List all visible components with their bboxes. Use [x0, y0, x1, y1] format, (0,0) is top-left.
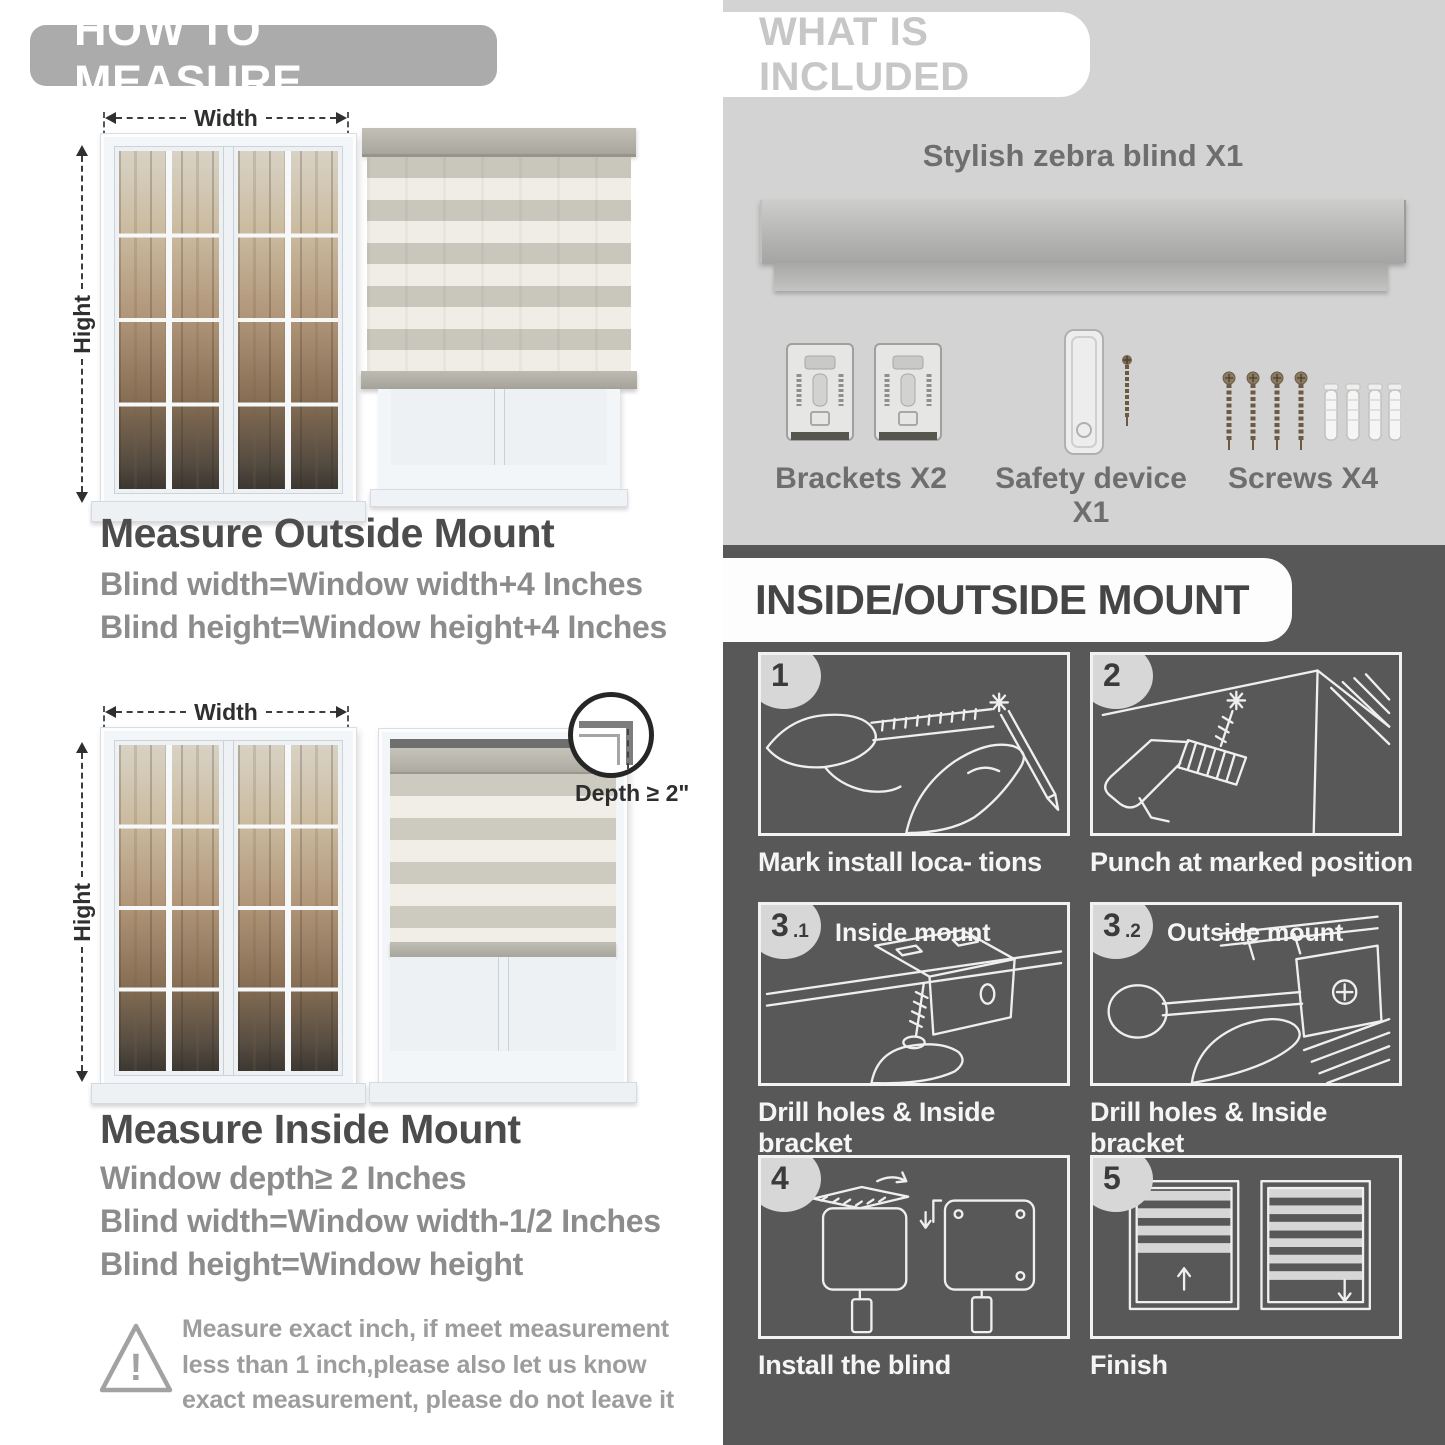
step-panel-3-1: [758, 902, 1070, 1086]
exclamation-triangle-icon: [96, 1316, 176, 1400]
step-caption-3-2: Drill holes & Inside bracket: [1090, 1097, 1328, 1158]
arrow-down-icon: [76, 1071, 88, 1082]
window-sill: [369, 1082, 637, 1103]
arrow-down-icon: [76, 492, 88, 503]
window-glass: [390, 957, 616, 1051]
window-mullion: [223, 147, 234, 493]
product-label: Stylish zebra blind X1: [922, 138, 1244, 173]
dashed-line: [81, 359, 83, 492]
step-caption-2: Punch at marked position: [1090, 847, 1413, 877]
included-title: WHAT IS INCLUDED: [759, 9, 970, 99]
blind-headrail-lip: [774, 263, 1388, 291]
step-caption-3-1: Drill holes & Inside bracket: [758, 1097, 996, 1158]
window-pane: [119, 151, 219, 489]
outside-mount-rule-2: Blind height=Window height+4 Inches: [100, 609, 668, 645]
height-label: Hight: [68, 294, 95, 354]
step-panel-4: [758, 1155, 1070, 1339]
step-caption-4: Install the blind: [758, 1350, 951, 1380]
window-pane: [513, 961, 613, 1047]
width-dimension-outside: [103, 106, 349, 130]
included-section: [723, 0, 1445, 545]
step-number: 3: [1103, 907, 1121, 943]
window-pane: [509, 393, 604, 461]
step-panel-1: [758, 652, 1070, 836]
arrow-right-icon: [336, 706, 347, 718]
arrow-up-icon: [76, 742, 88, 753]
window-pane: [394, 961, 494, 1047]
window-mullion: [494, 389, 505, 465]
inside-mount-rule-2: Blind width=Window width-1/2 Inches: [100, 1203, 661, 1239]
brackets-icon: [785, 336, 945, 454]
outside-mount-label: Outside mount: [1167, 919, 1344, 947]
window-frame: [100, 727, 357, 1087]
step-number: 5: [1103, 1160, 1121, 1196]
height-dimension-inside: [70, 742, 94, 1082]
mount-section: [723, 545, 1445, 1445]
blind-headrail-product: [760, 200, 1406, 263]
window-pane: [238, 151, 338, 489]
inside-mount-title: Measure Inside Mount: [100, 1106, 521, 1152]
window-pane: [119, 745, 219, 1071]
window-pane: [238, 745, 338, 1071]
step-number: 4: [771, 1160, 789, 1196]
safety-device-label: Safety device X1: [995, 462, 1187, 529]
brackets-label: Brackets X2: [775, 462, 947, 495]
step-caption-5: Finish: [1090, 1350, 1168, 1380]
arrow-left-icon: [105, 706, 116, 718]
window-glass: [114, 146, 343, 494]
mount-banner: [723, 558, 1292, 642]
included-banner: [723, 9, 1090, 99]
window-mullion: [223, 741, 234, 1075]
mount-title: INSIDE/OUTSIDE MOUNT: [755, 576, 1250, 623]
dashed-line: [81, 156, 83, 289]
arrow-right-icon: [336, 112, 347, 124]
step-number-sub: .1: [793, 921, 809, 942]
window-glass: [114, 740, 343, 1076]
window-corner-detail: [579, 734, 620, 765]
window-photo-outside: [100, 133, 357, 505]
arrow-up-icon: [76, 145, 88, 156]
dashed-line: [266, 711, 336, 713]
step-caption-1: Mark install loca- tions: [758, 847, 1042, 877]
step-number: 2: [1103, 657, 1121, 693]
measure-warning-text: Measure exact inch, if meet measurement less than 1 inch,please also let us know exact measurement, please do not leave it: [182, 1315, 675, 1414]
dashed-line: [81, 947, 83, 1071]
safety-device-icon: [1057, 328, 1149, 460]
dashed-line: [266, 117, 336, 119]
dashed-line: [116, 117, 186, 119]
window-under-blind: [378, 389, 620, 489]
width-label: Width: [194, 104, 258, 131]
width-dimension-inside: [103, 700, 349, 724]
width-label: Width: [194, 698, 258, 725]
how-to-measure-banner: [30, 3, 497, 107]
window-mullion: [498, 957, 509, 1051]
step-panel-3-2: [1090, 902, 1402, 1086]
zebra-blind-outside: [362, 128, 636, 507]
outside-mount-title: Measure Outside Mount: [100, 510, 555, 556]
window-sill: [91, 1083, 366, 1104]
height-label: Hight: [68, 882, 95, 942]
screws-icon: [1219, 368, 1401, 460]
step-panel-2: [1090, 652, 1402, 836]
inside-mount-rule-3: Blind height=Window height: [100, 1246, 523, 1282]
step-panel-5: [1090, 1155, 1402, 1339]
arrow-left-icon: [105, 112, 116, 124]
blind-bottom-rail: [390, 942, 616, 957]
window-frame: [100, 133, 357, 505]
magnifier-icon: [568, 692, 654, 778]
dashed-line: [116, 711, 186, 713]
window-photo-inside: [100, 727, 357, 1087]
how-to-measure-title: HOW TO MEASURE: [74, 3, 303, 107]
depth-label: Depth ≥ 2": [575, 780, 690, 806]
depth-dashed-line: [627, 729, 629, 769]
height-dimension-outside: [70, 145, 94, 503]
screws-label: Screws X4: [1227, 462, 1379, 495]
window-sill: [370, 489, 628, 507]
step-number: 1: [771, 657, 789, 693]
step-number-sub: .2: [1125, 921, 1141, 942]
inside-mount-label: Inside mount: [835, 919, 991, 947]
outside-mount-rule-1: Blind width=Window width+4 Inches: [100, 566, 643, 602]
inside-mount-rule-1: Window depth≥ 2 Inches: [100, 1160, 467, 1196]
blind-stripes: [367, 157, 631, 371]
dashed-line: [81, 753, 83, 877]
step-number: 3: [771, 907, 789, 943]
blind-bottom-rail: [361, 371, 637, 389]
blind-headrail: [362, 128, 636, 157]
svg-text:!: !: [129, 1347, 143, 1389]
window-pane: [395, 393, 490, 461]
